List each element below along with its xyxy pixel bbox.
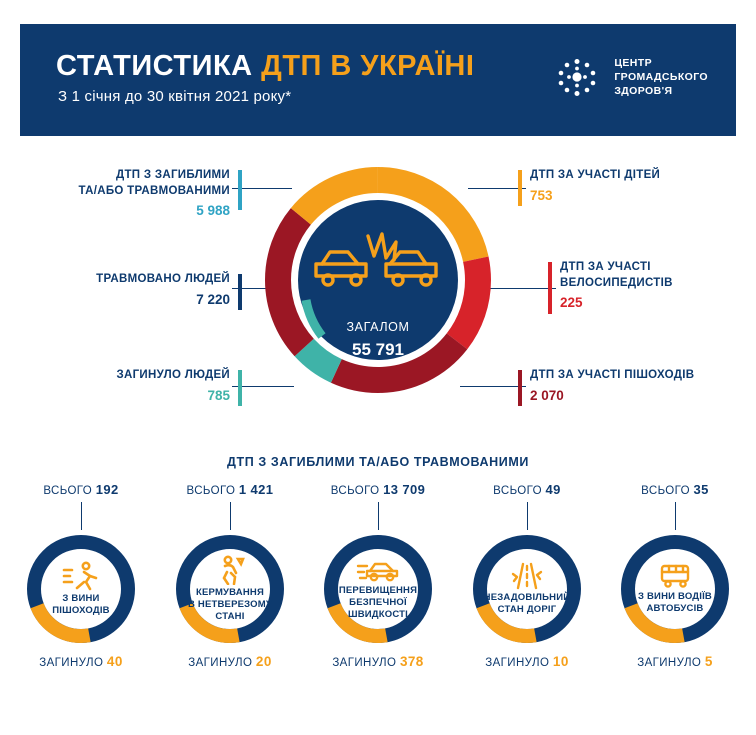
- pedestrian-icon: [62, 561, 100, 591]
- callout-value: 753: [530, 187, 553, 203]
- card-dead-label: ЗАГИНУЛО: [39, 657, 104, 669]
- callout-color-bar: [518, 170, 522, 206]
- card-dead-label: ЗАГИНУЛО: [637, 657, 702, 669]
- card-ring-inner: [323, 534, 433, 644]
- card-dead-value: 10: [552, 654, 569, 669]
- card-dead-label: ЗАГИНУЛО: [485, 657, 550, 669]
- cards-row: [0, 482, 756, 722]
- section-title: ДТП З ЗАГИБЛИМИ ТА/АБО ТРАВМОВАНИМИ: [227, 455, 529, 469]
- callout-label: ЗАГИНУЛО ЛЮДЕЙ: [116, 369, 230, 381]
- header-banner: [20, 24, 736, 136]
- card-ring-inner: [26, 534, 136, 644]
- card-dead-value: 5: [704, 654, 713, 669]
- callout-injured-people: [40, 272, 230, 309]
- logo-line-3: ЗДОРОВ'Я: [614, 85, 673, 98]
- card-ring: [620, 534, 730, 644]
- callout-label: ДТП ЗА УЧАСТІ ВЕЛОСИПЕДИСТІВ: [560, 261, 673, 289]
- card-dead-value: 40: [106, 654, 123, 669]
- card-total-value: 192: [95, 482, 119, 497]
- callout-value: 7 220: [196, 291, 230, 307]
- donut-svg: [258, 160, 498, 400]
- card-ring: [26, 534, 136, 644]
- callout-value: 785: [207, 387, 230, 403]
- card-caption: КЕРМУВАННЯ В НЕТВЕРЕЗОМУ СТАНІ: [187, 587, 272, 622]
- card-total: [600, 482, 750, 497]
- logo-line-2: ГРОМАДСЬКОГО: [614, 70, 708, 83]
- card-total-label: ВСЬОГО: [641, 485, 690, 497]
- card-total-value: 1 421: [238, 482, 274, 497]
- card-total-value: 13 709: [383, 482, 426, 497]
- drunk-driver-icon: [214, 555, 246, 585]
- card-speeding: [303, 482, 453, 669]
- card-drunk-driving: [155, 482, 305, 669]
- card-dead-value: 20: [255, 654, 272, 669]
- card-caption: З ВИНИ ПІШОХОДІВ: [52, 593, 110, 616]
- callout-value: 2 070: [530, 387, 564, 403]
- card-ring-inner: [472, 534, 582, 644]
- card-total: [303, 482, 453, 497]
- card-stem: [675, 502, 676, 530]
- card-total: [452, 482, 602, 497]
- card-stem: [81, 502, 82, 530]
- card-total: [6, 482, 156, 497]
- card-dead: [6, 654, 156, 669]
- card-pedestrian-fault: [6, 482, 156, 669]
- card-bad-roads: [452, 482, 602, 669]
- card-dead: [303, 654, 453, 669]
- callout-value: 225: [560, 295, 583, 311]
- callout-crashes-with-pedestrians: [530, 368, 745, 405]
- card-caption: НЕЗАДОВІЛЬНИЙ СТАН ДОРІГ: [483, 592, 571, 615]
- callout-crashes-with-children: [530, 168, 740, 205]
- card-dead-value: 378: [399, 654, 424, 669]
- card-ring-inner: [175, 534, 285, 644]
- card-stem: [230, 502, 231, 530]
- callout-crashes-with-cyclists: [560, 260, 750, 312]
- donut-chart: [258, 160, 498, 400]
- speeding-car-icon: [356, 557, 400, 583]
- card-total-label: ВСЬОГО: [186, 485, 236, 497]
- bad-road-icon: [510, 562, 544, 590]
- callout-color-bar: [548, 262, 552, 314]
- callout-crashes-with-casualties: [40, 168, 230, 220]
- logo: [554, 54, 708, 100]
- card-ring: [472, 534, 582, 644]
- donut-chart-section: [0, 140, 756, 440]
- card-total-label: ВСЬОГО: [43, 485, 93, 497]
- card-bus-drivers: [600, 482, 750, 669]
- donut-center-value: 55 791: [352, 340, 404, 359]
- card-total-label: ВСЬОГО: [493, 485, 542, 497]
- callout-color-bar: [518, 370, 522, 406]
- dot-circle-logo-icon: [554, 54, 600, 100]
- callout-value: 5 988: [196, 203, 230, 219]
- callout-color-bar: [238, 274, 242, 310]
- card-total-label: ВСЬОГО: [330, 485, 380, 497]
- bus-icon: [655, 563, 695, 589]
- page-title-part2: ДТП В УКРАЇНІ: [261, 50, 475, 82]
- card-ring: [175, 534, 285, 644]
- card-stem: [527, 502, 528, 530]
- page-title: [56, 50, 474, 83]
- card-dead: [155, 654, 305, 669]
- card-ring: [323, 534, 433, 644]
- card-caption: ПЕРЕВИЩЕННЯ БЕЗПЕЧНОЇ ШВИДКОСТІ: [338, 585, 418, 620]
- card-stem: [378, 502, 379, 530]
- logo-text: [614, 56, 708, 99]
- card-ring-inner: [620, 534, 730, 644]
- card-total-value: 35: [693, 482, 709, 497]
- card-dead-label: ЗАГИНУЛО: [188, 657, 253, 669]
- callout-color-bar: [238, 370, 242, 406]
- callout-killed-people: [40, 368, 230, 405]
- callout-label: ДТП ЗА УЧАСТІ ДІТЕЙ: [530, 169, 661, 181]
- page-title-part1: СТАТИСТИКА: [56, 50, 262, 82]
- logo-line-1: ЦЕНТР: [614, 56, 653, 69]
- callout-label: ДТП ЗА УЧАСТІ ПІШОХОДІВ: [530, 369, 695, 381]
- card-dead-label: ЗАГИНУЛО: [332, 657, 397, 669]
- card-total-value: 49: [545, 482, 561, 497]
- card-caption: З ВИНИ ВОДІЇВ АВТОБУСІВ: [638, 591, 712, 614]
- callout-label: ТРАВМОВАНО ЛЮДЕЙ: [96, 273, 230, 285]
- card-total: [155, 482, 305, 497]
- page-subtitle: З 1 січня до 30 квітня 2021 року*: [58, 88, 292, 105]
- card-dead: [452, 654, 602, 669]
- card-dead: [600, 654, 750, 669]
- callout-color-bar: [238, 170, 242, 210]
- callout-label: ДТП З ЗАГИБЛИМИ ТА/АБО ТРАВМОВАНИМИ: [78, 169, 230, 197]
- donut-center-label: ЗАГАЛОМ: [346, 320, 410, 334]
